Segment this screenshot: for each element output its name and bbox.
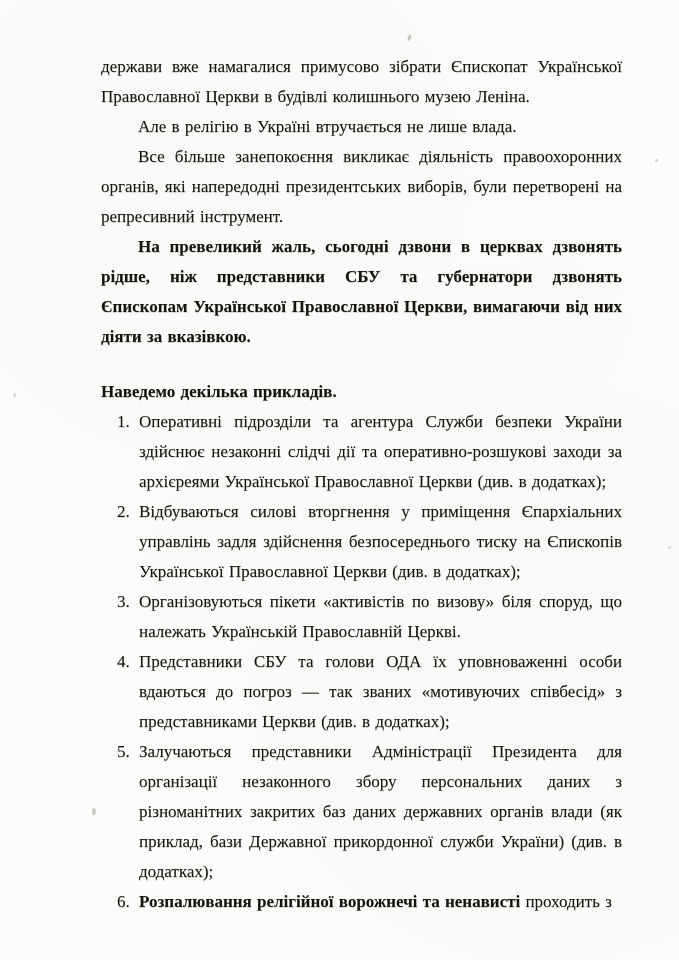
list-item-number: 6.	[117, 892, 130, 911]
list-item-text: Організовуються пікети «активістів по визову» біля споруд, що належать Українській Православній Церкві.	[139, 592, 622, 641]
list-item-tail: проходить з	[520, 892, 612, 911]
list-item	[101, 407, 622, 497]
list-item-bold-lead: Розпалювання релігійної ворожнечі та ненависті	[139, 892, 521, 911]
paragraph-continuation: держави вже намагалися примусово зібрати Єпископат Української Православної Церкви в будівлі колишнього музею Леніна.	[101, 57, 622, 106]
list-item	[101, 647, 622, 737]
list-item	[101, 587, 622, 647]
list-item	[101, 497, 622, 587]
list-item-number: 4.	[117, 652, 130, 671]
paragraph-religion: Але в релігію в Україні втручається не лише влада.	[138, 117, 517, 136]
scan-artifact	[92, 808, 96, 815]
document-content	[101, 52, 622, 917]
scan-artifact	[13, 393, 16, 397]
list-item-number: 3.	[117, 592, 130, 611]
list-item-text: Відбуваються силові вторгнення у приміщення Єпархіальних управлінь задля здійснення безпосереднього тиску на Єпископів Української Православної Церкви (див. в додатках);	[139, 502, 622, 581]
paragraph-law-enforcement: Все більше занепокоєння викликає діяльність правоохоронних органів, які напередодні президентських виборів, були перетворені на репресивний інструмент.	[101, 147, 622, 226]
list-item-number: 2.	[117, 502, 130, 521]
numbered-list	[101, 407, 622, 917]
paragraph-bells-bold: На превеликий жаль, сьогодні дзвони в церквах дзвонять рідше, ніж представники СБУ та губернатори дзвонять Єпископам Української Православної Церкви, вимагаючи від них діяти за вказівкою.	[101, 237, 622, 346]
list-item-number: 1.	[117, 412, 130, 431]
list-item-text: Представники СБУ та голови ОДА їх уповноваженні особи вдаються до погроз — так званих «мотивуючих співбесід» з представниками Церкви (див. в додатках);	[139, 652, 622, 731]
list-item-text: Залучаються представники Адміністрації Президента для організації незаконного збору персональних даних з різноманітних закритих баз даних державних органів влади (як приклад, бази Державної прикордонної служби України) (див. в додатках);	[139, 742, 622, 881]
list-item-number: 5.	[117, 742, 130, 761]
list-item-text	[139, 892, 612, 911]
list-heading: Наведемо декілька прикладів.	[101, 382, 337, 401]
list-item	[101, 887, 622, 917]
list-item	[101, 737, 622, 887]
list-item-text: Оперативні підрозділи та агентура Служби безпеки України здійснює незаконні слідчі дії та оперативно-розшукові заходи за архієреями Української Православної Церкви (див. в додатках);	[139, 412, 622, 491]
scan-artifact	[655, 159, 658, 162]
scan-artifact	[668, 546, 671, 549]
scan-artifact	[407, 34, 412, 42]
